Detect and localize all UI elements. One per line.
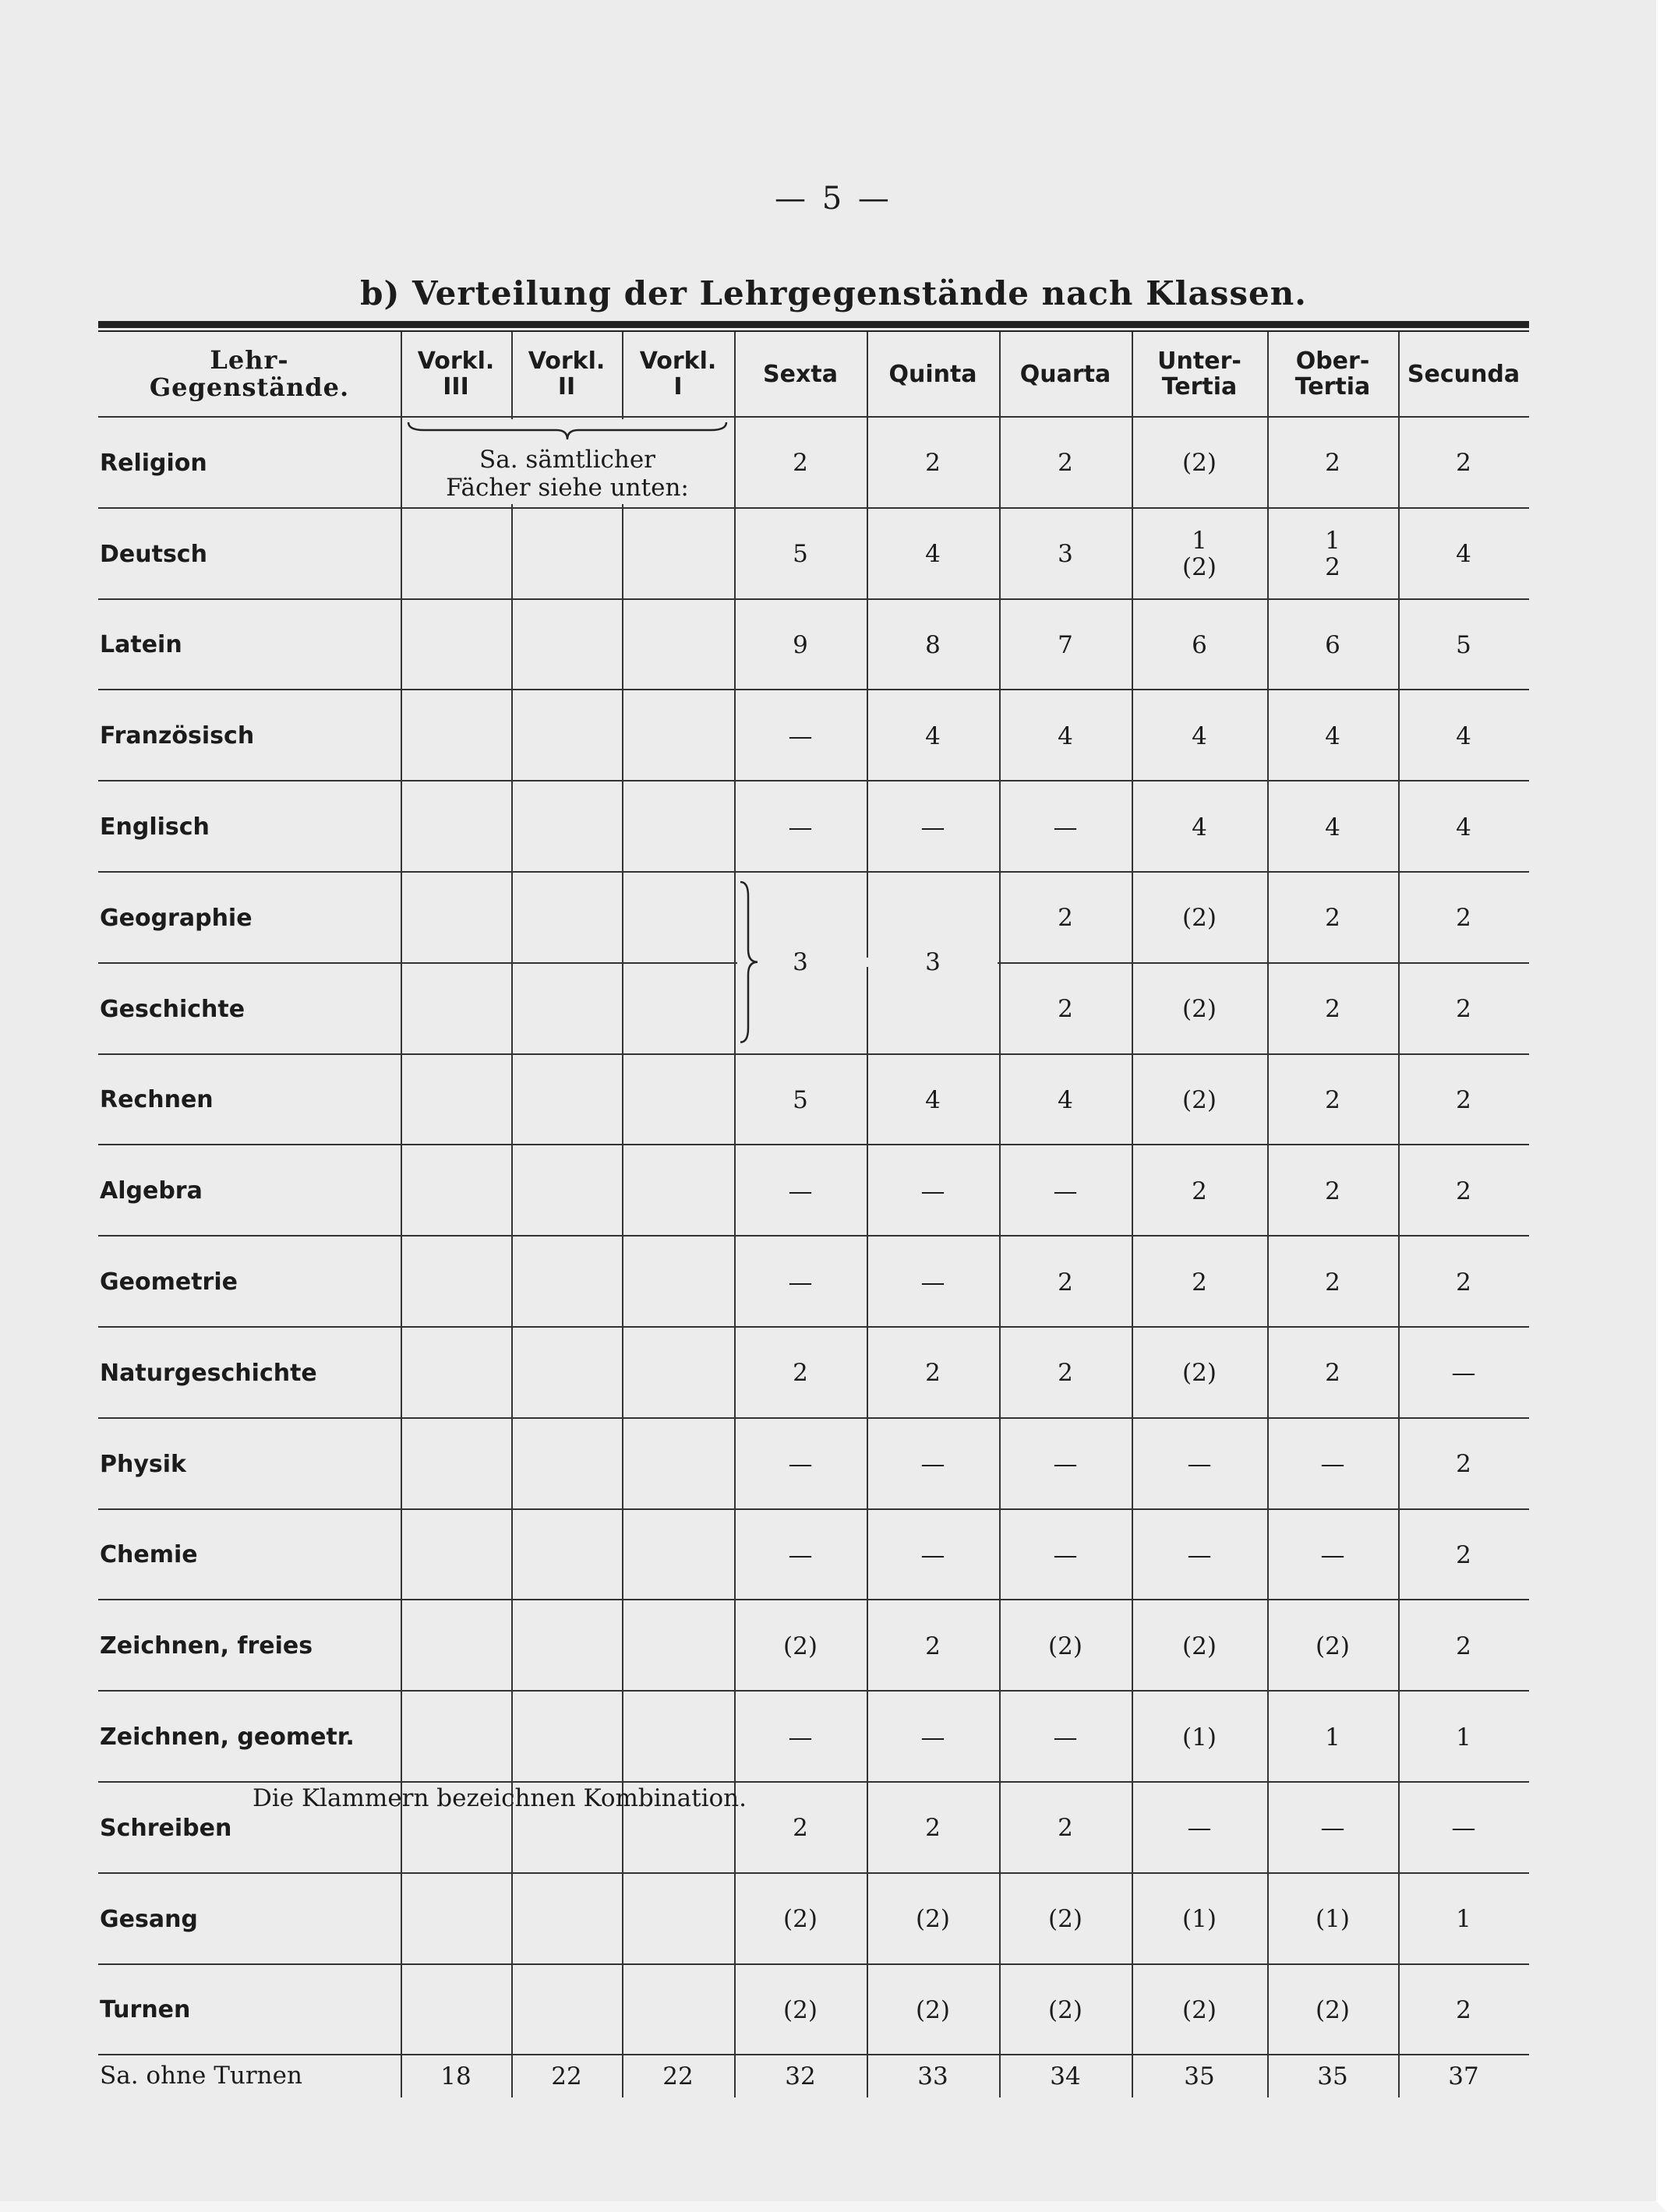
value-cell: — [788, 721, 813, 750]
value-cell: 3 [1058, 540, 1073, 569]
value-cell: 2 [925, 1359, 941, 1388]
header-column [734, 332, 867, 416]
value-cell: 2 [1192, 1177, 1207, 1205]
header-line: Quinta [888, 360, 977, 388]
combined-value-quinta: 3 [925, 947, 941, 976]
subject-label: Geometrie [100, 1268, 238, 1297]
header-line: Vorkl. [417, 347, 495, 375]
value-cell: — [1053, 1450, 1078, 1479]
value-cell: — [788, 1540, 813, 1569]
page-number: — 5 — [775, 181, 892, 217]
header-line: Vorkl. [528, 347, 606, 375]
footnote: Die Klammern bezeichnen Kombination. [253, 1784, 747, 1812]
header-column [1267, 332, 1398, 416]
column-rule [401, 332, 402, 2097]
value-cell: 4 [1192, 813, 1207, 841]
value-cell: 2 [1058, 1268, 1073, 1297]
value-cell: 6 [1325, 630, 1340, 659]
row-rule [98, 598, 1529, 600]
subject-label: Französisch [100, 722, 255, 750]
value-cell: 2 [1456, 1085, 1471, 1114]
value-cell: — [1320, 1450, 1345, 1479]
value-cell: 2 [1058, 449, 1073, 478]
value-cell: 2 [1058, 995, 1073, 1024]
value-cell: — [1320, 1540, 1345, 1569]
value-cell: 2 [925, 1814, 941, 1843]
table-title: b) Verteilung der Lehrgegenstände nach Klassen. [360, 274, 1307, 312]
value-cell: 1 [1456, 1723, 1471, 1752]
value-cell: 2 [1456, 904, 1471, 933]
header-line: Unter- [1157, 347, 1241, 375]
value-cell: (1) [1182, 1905, 1217, 1934]
subject-label: Turnen [100, 1996, 191, 2024]
value-cell: 4 [925, 540, 941, 569]
subject-label: Englisch [100, 813, 210, 841]
value-cell: — [1320, 1814, 1345, 1843]
value-cell: (2) [1182, 904, 1217, 933]
value-cell: (2) [783, 1632, 818, 1660]
value-cell: — [1451, 1359, 1476, 1388]
value-cell: (2) [1182, 995, 1217, 1024]
value-cell: 5 [793, 540, 808, 569]
total-value: 35 [1317, 2062, 1348, 2091]
value-cell: 2 [1325, 1268, 1340, 1297]
value-cell: 2 [1456, 1268, 1471, 1297]
value-cell: 2 [1325, 1177, 1340, 1205]
total-value: 37 [1448, 2062, 1479, 2091]
value-cell: 2 [1456, 1632, 1471, 1660]
value-cell: (2) [1182, 1085, 1217, 1114]
value-cell: (1) [1182, 1723, 1217, 1752]
value-cell: (2) [1182, 1359, 1217, 1388]
value-cell: (2) [783, 1905, 818, 1934]
row-rule [98, 1690, 1529, 1692]
value-cell: 4 [1192, 721, 1207, 750]
value-cell: 2 [1192, 1268, 1207, 1297]
value-cell: 4 [925, 721, 941, 750]
value-cell: 2 [925, 1632, 941, 1660]
subject-label: Physik [100, 1450, 186, 1478]
value-cell: (2) [1182, 1632, 1217, 1660]
row-rule [98, 871, 1529, 873]
value-cell: — [788, 1177, 813, 1205]
total-value: 18 [440, 2062, 471, 2091]
value-cell: 2 [1325, 449, 1340, 478]
subject-label: Geschichte [100, 995, 245, 1023]
value-cell: (2) [916, 1995, 950, 2024]
value-cell: (2) [783, 1995, 818, 2024]
value-cell: (2) [1182, 1995, 1217, 2024]
value-cell: 2 [1456, 1540, 1471, 1569]
row-rule [98, 1872, 1529, 1874]
header-line: Lehr- [210, 344, 289, 375]
subject-label: Zeichnen, geometr. [100, 1723, 355, 1752]
value-line: (2) [1182, 553, 1217, 582]
value-cell: 4 [1058, 1085, 1073, 1114]
value-cell: 2 [1456, 995, 1471, 1024]
header-line: Ober- [1295, 347, 1370, 375]
value-cell: 2 [1325, 1085, 1340, 1114]
value-cell: 6 [1192, 630, 1207, 659]
value-cell: — [1187, 1450, 1212, 1479]
header-column [1398, 332, 1529, 416]
value-cell: 4 [1456, 813, 1471, 841]
value-cell: 2 [1456, 449, 1471, 478]
value-cell: 2 [1325, 904, 1340, 933]
value-cell: 2 [1456, 1450, 1471, 1479]
value-cell: — [1451, 1814, 1476, 1843]
value-cell: (2) [1182, 449, 1217, 478]
value-cell: 2 [1058, 1359, 1073, 1388]
value-cell: — [1187, 1540, 1212, 1569]
value-cell: 2 [1058, 904, 1073, 933]
note-brace [408, 421, 742, 444]
value-cell: 4 [1325, 721, 1340, 750]
header-column [1132, 332, 1267, 416]
value-line: 2 [1325, 553, 1340, 582]
header-line: Tertia [1294, 373, 1371, 400]
value-cell: — [788, 813, 813, 841]
subject-label: Religion [100, 449, 207, 477]
note-line: Fächer siehe unten: [446, 474, 689, 502]
value-cell: 5 [1456, 630, 1471, 659]
header-column [867, 332, 999, 416]
value-cell: — [1187, 1814, 1212, 1843]
row-rule [98, 1235, 1529, 1237]
value-cell: 2 [793, 1814, 808, 1843]
value-cell: 8 [925, 630, 941, 659]
header-column [622, 332, 734, 416]
subject-label: Schreiben [100, 1814, 232, 1842]
value-cell: 4 [1456, 721, 1471, 750]
value-cell: 2 [1325, 995, 1340, 1024]
header-line: Secunda [1407, 360, 1520, 388]
header-line: Sexta [763, 360, 838, 388]
header-line: II [557, 373, 576, 400]
value-cell: — [1053, 813, 1078, 841]
value-cell: — [920, 1177, 945, 1205]
header-line: Tertia [1161, 373, 1238, 400]
row-rule [98, 780, 1529, 781]
subject-label: Gesang [100, 1905, 198, 1933]
row-rule [98, 1508, 1529, 1510]
row-rule [98, 1053, 1529, 1055]
header-line: III [443, 373, 469, 400]
value-cell: 5 [793, 1085, 808, 1114]
value-cell: (2) [1316, 1632, 1350, 1660]
vorklassen-note [401, 446, 734, 508]
value-cell: — [920, 1540, 945, 1569]
header-column [511, 332, 622, 416]
value-cell: 2 [1058, 1814, 1073, 1843]
value-cell: 2 [1456, 1177, 1471, 1205]
header-line: I [673, 373, 683, 400]
subject-label: Zeichnen, freies [100, 1632, 313, 1660]
header-column [999, 332, 1132, 416]
row-rule [98, 1326, 1529, 1328]
value-cell: 4 [1325, 813, 1340, 841]
value-cell: — [920, 1268, 945, 1297]
value-cell: 1 [1456, 1905, 1471, 1934]
value-cell: 2 [1456, 1995, 1471, 2024]
subject-label: Naturgeschichte [100, 1359, 317, 1387]
totals-label: Sa. ohne Turnen [100, 2062, 302, 2090]
subject-label: Chemie [100, 1541, 198, 1569]
subject-label: Latein [100, 631, 182, 659]
total-value: 33 [917, 2062, 948, 2091]
value-cell: 2 [1325, 1359, 1340, 1388]
row-rule [98, 1963, 1529, 1965]
row-rule [98, 507, 1529, 509]
subject-label: Rechnen [100, 1086, 214, 1114]
header-subject [98, 332, 401, 416]
value-cell: — [1053, 1540, 1078, 1569]
header-column [401, 332, 511, 416]
total-value: 32 [785, 2062, 816, 2091]
row-rule [98, 1417, 1529, 1419]
value-cell: (2) [1048, 1995, 1082, 2024]
total-value: 34 [1050, 2062, 1081, 2091]
column-rule [511, 332, 513, 2097]
table-top-rule-thick [98, 321, 1529, 328]
subject-label: Deutsch [100, 540, 207, 568]
column-rule [622, 332, 623, 2097]
subject-label: Algebra [100, 1177, 203, 1205]
row-rule [98, 1781, 1529, 1783]
header-line: Vorkl. [639, 347, 717, 375]
header-line: Quarta [1019, 360, 1111, 388]
value-cell [1267, 510, 1398, 598]
value-cell: (2) [1048, 1632, 1082, 1660]
value-line: 1 [1325, 527, 1340, 556]
total-value: 35 [1184, 2062, 1215, 2091]
value-cell: 4 [1058, 721, 1073, 750]
value-cell: (1) [1316, 1905, 1350, 1934]
value-cell: — [1053, 1177, 1078, 1205]
value-cell: 9 [793, 630, 808, 659]
value-cell: 2 [925, 449, 941, 478]
value-cell: — [788, 1450, 813, 1479]
value-cell: 4 [1456, 540, 1471, 569]
value-cell: 2 [793, 449, 808, 478]
subject-label: Geographie [100, 904, 253, 932]
value-cell: (2) [916, 1905, 950, 1934]
total-value: 22 [551, 2062, 582, 2091]
value-line: 1 [1192, 527, 1207, 556]
value-cell [1132, 510, 1267, 598]
header-line: Gegenstände. [149, 372, 350, 402]
value-cell: — [788, 1268, 813, 1297]
value-cell: — [788, 1723, 813, 1752]
header-rule [98, 416, 1529, 418]
value-cell: (2) [1316, 1995, 1350, 2024]
value-cell: — [920, 1450, 945, 1479]
value-cell: — [920, 1723, 945, 1752]
value-cell: — [920, 813, 945, 841]
combined-value-sexta: 3 [793, 947, 808, 976]
value-cell: 1 [1325, 1723, 1340, 1752]
value-cell: 2 [793, 1359, 808, 1388]
value-cell: 4 [925, 1085, 941, 1114]
value-cell: — [1053, 1723, 1078, 1752]
combination-brace [739, 882, 762, 1064]
note-line: Sa. sämtlicher [479, 446, 655, 474]
value-cell: (2) [1048, 1905, 1082, 1934]
total-value: 22 [662, 2062, 694, 2091]
value-cell: 7 [1058, 630, 1073, 659]
